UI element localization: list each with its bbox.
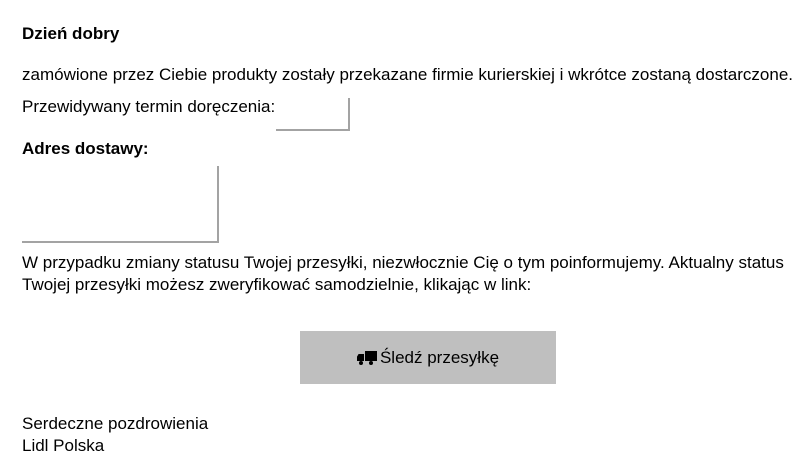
delivery-date-line [22, 96, 275, 118]
address-redacted-box [22, 166, 219, 243]
greeting: Dzień dobry [22, 24, 120, 43]
signature [22, 413, 208, 457]
address-label: Adres dostawy: [22, 139, 149, 158]
track-package-button-label: Śledź przesyłkę [379, 347, 500, 367]
status-paragraph: W przypadku zmiany statusu Twojej przesyłki, niezwłocznie Cię o tym poinformujemy. Aktualny status Twojej przesyłki możesz zweryfikować samodzielnie, klikając w link: [22, 253, 784, 294]
delivery-date-label: Przewidywany termin doręczenia: [22, 97, 276, 116]
delivery-date-redacted-box [276, 98, 350, 131]
signature-company: Lidl Polska [22, 436, 105, 455]
intro-paragraph: zamówione przez Ciebie produkty zostały przekazane firmie kurierskiej i wkrótce zostaną dostarczone. [22, 65, 794, 84]
truck-icon [357, 351, 377, 365]
signature-closing: Serdeczne pozdrowienia [22, 414, 209, 433]
track-package-button[interactable] [300, 331, 556, 384]
